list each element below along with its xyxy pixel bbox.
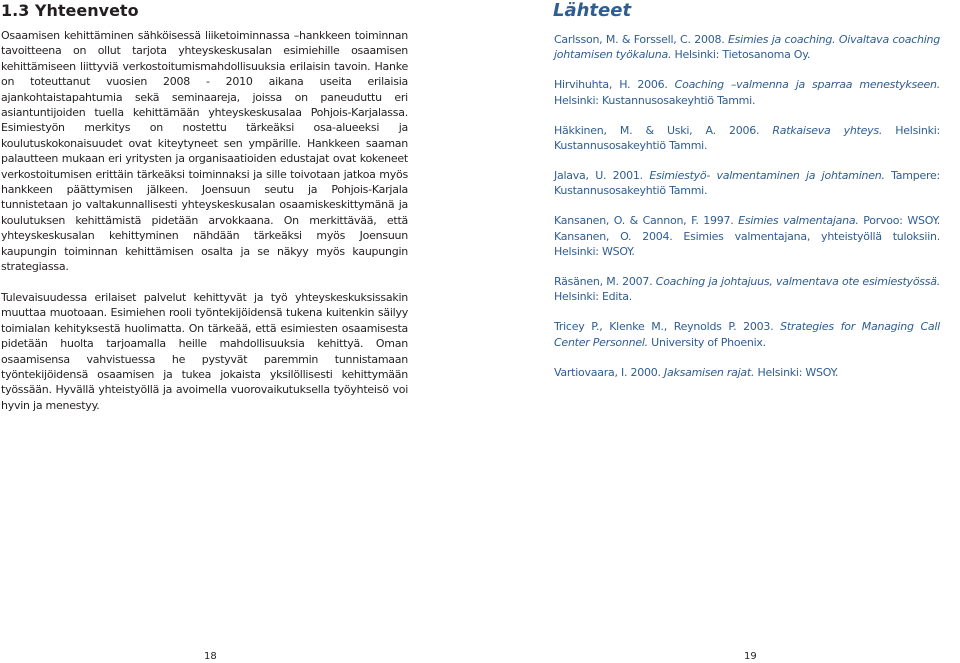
reference-author: Vartiovaara, I. 2000. <box>554 365 665 379</box>
reference-item <box>554 319 940 350</box>
reference-title: Ratkaiseva yhteys. <box>772 123 883 137</box>
reference-title: Coaching ja johtajuus, valmentava ote esimiestyössä. <box>655 274 940 288</box>
reference-publisher: Tampere: Kustannusosakeyhtiö Tammi. <box>554 168 940 198</box>
reference-publisher: Helsinki: Kustannusosakeyhtiö Tammi. <box>554 93 756 107</box>
page-number-right: 19 <box>744 651 757 662</box>
references-heading: Lähteet <box>553 0 632 21</box>
reference-author: Häkkinen, M. & Uski, A. 2006. <box>554 123 773 137</box>
reference-author: Hirvihuhta, H. 2006. <box>554 78 675 92</box>
summary-paragraph-2: Tulevaisuudessa erilaiset palvelut kehittyvät ja työ yhteyskeskuksissakin muuttaa muotoaan. Esimiehen rooli työntekijöidensä tukena kuitenkin säilyy toimialan kehityksestä huolimatta. On tärkeää, että esimiesten osaamisesta pidetään huolta tarjoamalla heille mahdollisuuksia kehittyä. Oman osaamisensa vahvistuessa he pystyvät paremmin tunnistamaan työntekijöidensä osaamisen ja tukea jokaista yksilöllisesti kehittymään työssään. Hyvällä yhteistyöllä ja avoimella vuorovaikutuksella työyhteisö voi hyvin ja menestyy. <box>1 290 408 412</box>
reference-item <box>554 123 940 154</box>
reference-author: Jalava, U. 2001. <box>554 168 650 182</box>
reference-item <box>554 365 940 380</box>
reference-publisher: Helsinki: Tietosanoma Oy. <box>671 48 811 62</box>
reference-item <box>554 274 940 305</box>
summary-text <box>1 28 408 429</box>
reference-author: Kansanen, O. & Cannon, F. 1997. <box>554 214 739 228</box>
reference-title: Esimiestyö- valmentaminen ja johtaminen. <box>649 168 885 182</box>
reference-title: Jaksamisen rajat. <box>664 365 755 379</box>
reference-publisher: Helsinki: WSOY. <box>754 365 839 379</box>
reference-item <box>554 77 940 108</box>
reference-author: Tricey P., Klenke M., Reynolds P. 2003. <box>554 320 781 334</box>
reference-item <box>554 213 940 259</box>
reference-item <box>554 168 940 199</box>
reference-title: Strategies for Managing Call Center Personnel. <box>554 320 940 349</box>
reference-author: Carlsson, M. & Forssell, C. 2008. <box>554 33 728 46</box>
reference-title: Coaching –valmenna ja sparraa menestykseen. <box>674 78 940 92</box>
page-number-left: 18 <box>204 651 217 662</box>
reference-title: Esimies valmentajana. <box>738 214 859 228</box>
reference-publisher: Helsinki: Kustannusosakeyhtiö Tammi. <box>554 123 940 153</box>
reference-title: Esimies ja coaching. Oivaltava coaching johtamisen työkaluna. <box>554 33 940 62</box>
reference-item <box>554 32 940 63</box>
reference-publisher: University of Phoenix. <box>647 335 766 349</box>
references-list <box>554 32 940 395</box>
reference-publisher: Porvoo: WSOY. Kansanen, O. 2004. Esimies valmentajana, yhteistyöllä tuloksiin. Helsinki: WSOY. <box>554 214 940 259</box>
summary-paragraph-1: Osaamisen kehittäminen sähköisessä liiketoiminnassa –hankkeen toiminnan tavoitteena on ollut tarjota yhteyskeskusalan esimiehille osaamisen kehittämiseen liittyviä verkostoitumismahdollisuuksia erilaisin tavoin. Hanke on toteuttanut vuosien 2008 - 2010 aikana useita erilaisia ajankohtaistapahtumia sekä seminaareja, joissa on paneuduttu eri asiantuntijoiden tuella kehittämään yhteyskeskusalaa Pohjois-Karjalassa. Esimiestyön merkitys on nostettu tärkeäksi osa-alueeksi ja koulutuskokonaisuudet ovat kiteytyneet sen ympärille. Hankkeen saaman palautteen mukaan eri yritysten ja organisaatioiden edustajat ovat kokeneet verkostoitumisen erittäin tärkeäksi toiminnaksi ja sille toivotaan jatkoa myös hankkeen päättymisen jälkeen. Joensuun seutu ja Pohjois-Karjala tunnistetaan jo valtakunnallisesti yhteyskeskusalan osaamiskeskittymänä ja koulutuksen kehittämistä pidetään arvokkaana. On merkittävää, että yhteyskeskusalan kehittyminen nähdään tärkeäksi myös Joensuun kaupungin toiminnan kehittämisen osalta ja se näkyy myös kaupungin strategiassa. <box>1 29 408 274</box>
reference-author: Räsänen, M. 2007. <box>554 274 656 288</box>
reference-publisher: Helsinki: Edita. <box>554 290 633 304</box>
section-heading: 1.3 Yhteenveto <box>1 1 139 20</box>
right-page <box>480 0 960 663</box>
